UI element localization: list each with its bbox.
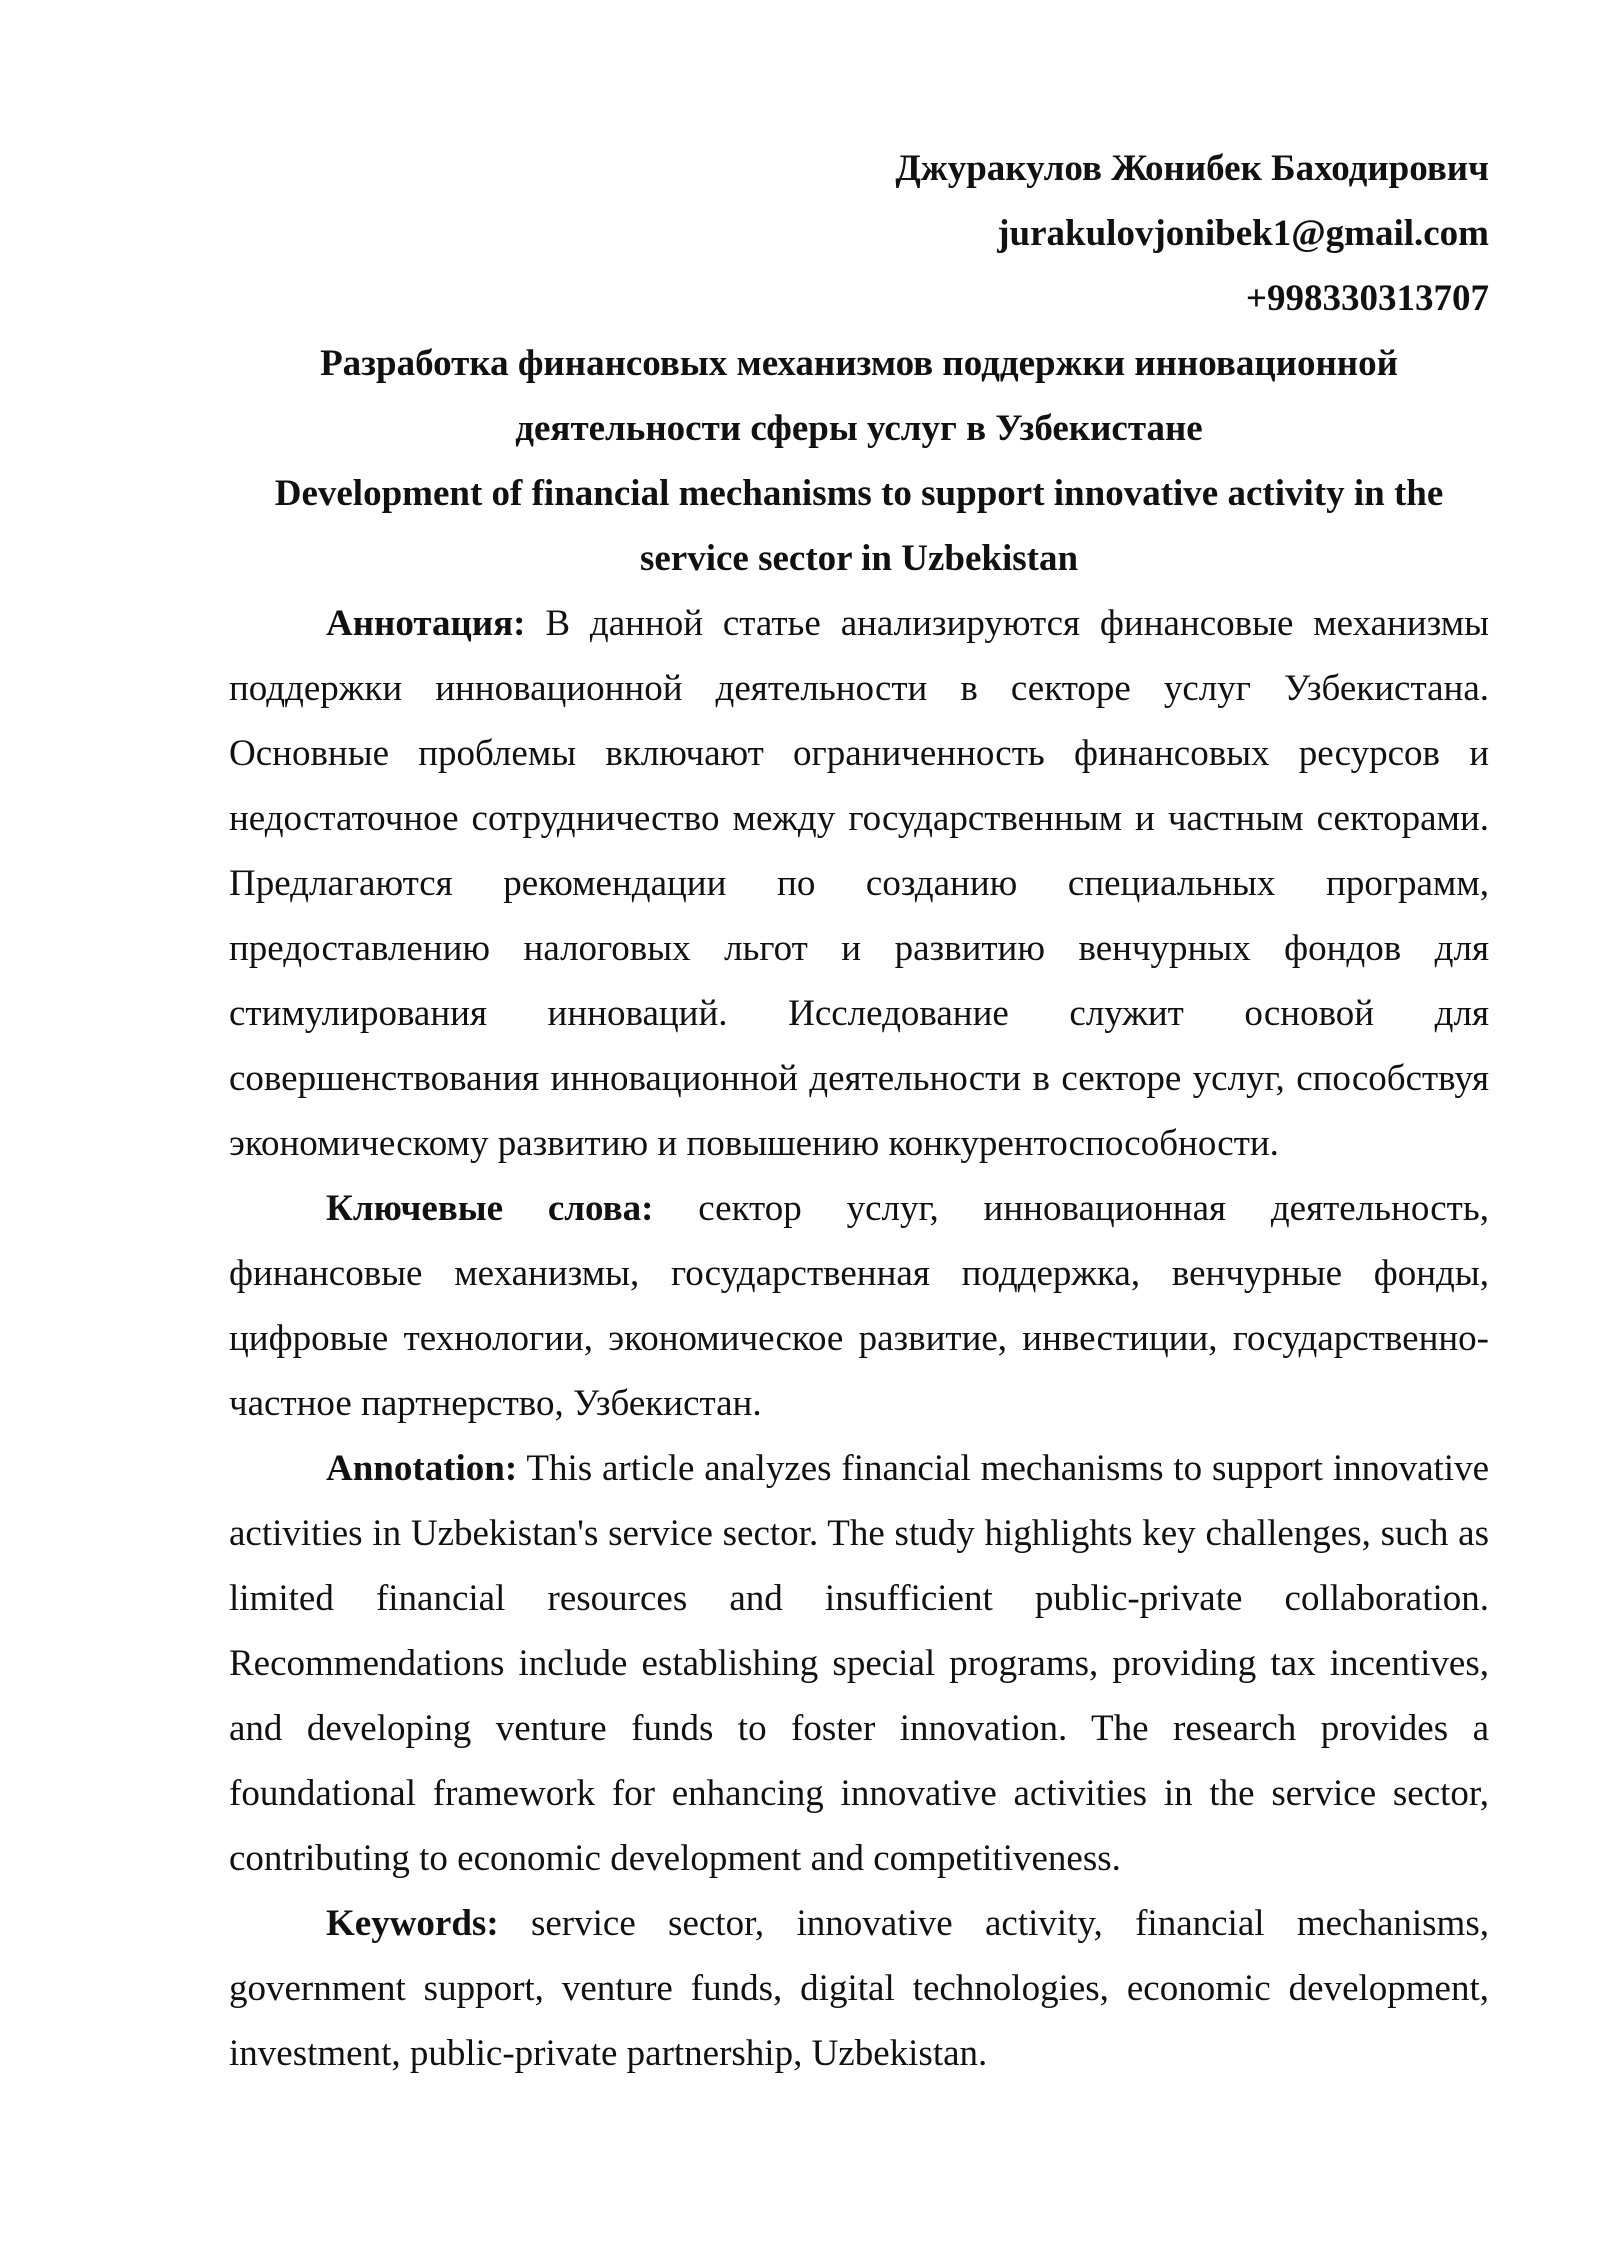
abstract-russian-text: В данной статье анализируются финансовые механизмы поддержки инновационной деятельности в секторе услуг Узбекистана. Основные проблемы включают ограниченность финансовых ресурсов и недостаточное сотрудничество между государственным и частным секторами. Предлагаются рекомендации по созданию специальных программ, предоставлению налоговых льгот и развитию венчурных фондов для стимулирования инноваций. Исследование служит основой для совершенствования инновационной деятельности в секторе услуг, способствуя экономическому развитию и повышению конкурентоспособности.	[229, 603, 1489, 1164]
document-page	[229, 136, 1489, 2086]
keywords-russian	[229, 1176, 1489, 1436]
abstract-english-label: Annotation:	[326, 1448, 518, 1489]
keywords-russian-label: Ключевые слова:	[326, 1188, 654, 1229]
author-name: Джуракулов Жонибек Баходирович	[895, 148, 1489, 189]
abstract-russian	[229, 591, 1489, 1176]
author-phone: +998330313707	[1245, 278, 1489, 319]
keywords-english	[229, 1891, 1489, 2086]
abstract-russian-label: Аннотация:	[326, 603, 526, 644]
keywords-english-label: Keywords:	[326, 1903, 499, 1944]
abstract-english	[229, 1436, 1489, 1891]
author-email: jurakulovjonibek1@gmail.com	[997, 213, 1489, 254]
keywords-english-text: service sector, innovative activity, financial mechanisms, government support, venture funds, digital technologies, economic development, investment, public-private partnership, Uzbekistan.	[229, 1903, 1489, 2074]
title-english: Development of financial mechanisms to support innovative activity in the service sector in Uzbekistan	[274, 473, 1444, 579]
abstract-english-text: This article analyzes financial mechanisms to support innovative activities in Uzbekistan's service sector. The study highlights key challenges, such as limited financial resources and insufficient public-private collaboration. Recommendations include establishing special programs, providing tax incentives, and developing venture funds to foster innovation. The research provides a foundational framework for enhancing innovative activities in the service sector, contributing to economic development and competitiveness.	[229, 1448, 1489, 1879]
keywords-russian-text: сектор услуг, инновационная деятельность, финансовые механизмы, государственная поддержка, венчурные фонды, цифровые технологии, экономическое развитие, инвестиции, государственно-частное партнерство, Узбекистан.	[229, 1188, 1489, 1424]
title-russian: Разработка финансовых механизмов поддержки инновационной деятельности сферы услуг в Узбекистане	[320, 343, 1398, 449]
